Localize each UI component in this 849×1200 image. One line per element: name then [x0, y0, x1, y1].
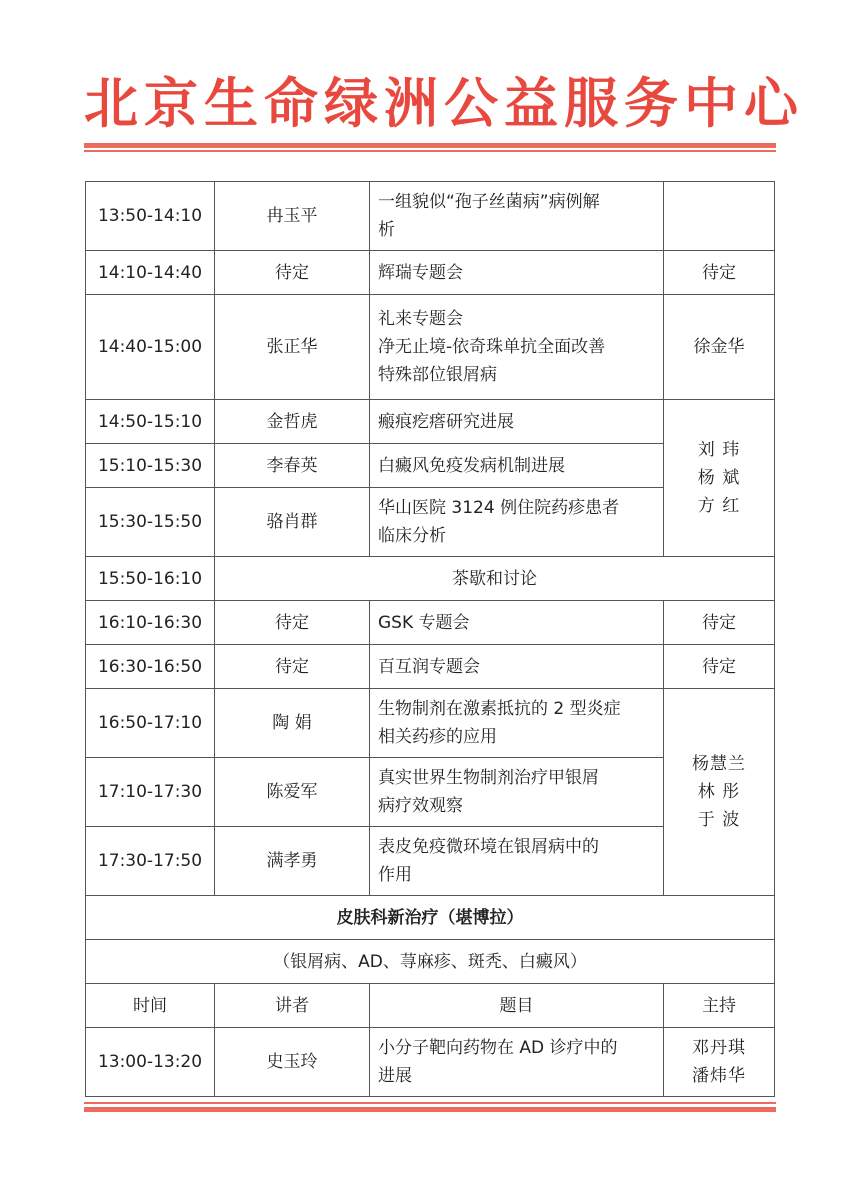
topic-cell: [370, 251, 664, 295]
topic-line: 百互润专题会: [378, 656, 480, 677]
topic-cell: [370, 1028, 664, 1097]
speaker-cell: 骆肖群: [215, 488, 370, 557]
speaker-cell: 待定: [215, 601, 370, 645]
host-name: 于 波: [697, 810, 741, 830]
table-row: [86, 645, 775, 689]
speaker-cell: 陈爱军: [215, 758, 370, 827]
speaker-cell: 冉玉平: [215, 182, 370, 251]
topic-cell: [370, 758, 664, 827]
table-row: [86, 689, 775, 758]
topic-line: 瘢痕疙瘩研究进展: [378, 411, 514, 432]
topic-line: 生物制剂在激素抵抗的 2 型炎症: [378, 699, 621, 719]
host-name: 潘炜华: [692, 1066, 746, 1086]
break-cell: 茶歇和讨论: [215, 557, 775, 601]
topic-cell: [370, 400, 664, 444]
section-title: 皮肤科新治疗（堪博拉）: [86, 896, 775, 940]
footer-rule-thin: [84, 1102, 776, 1104]
host-cell: [664, 182, 775, 251]
time-cell: 15:10-15:30: [86, 444, 215, 488]
topic-line: GSK 专题会: [378, 612, 470, 633]
topic-line: 华山医院 3124 例住院药疹患者: [378, 498, 620, 518]
host-name: 杨慧兰: [692, 754, 746, 774]
time-cell: 17:10-17:30: [86, 758, 215, 827]
time-cell: 16:10-16:30: [86, 601, 215, 645]
time-cell: 14:40-15:00: [86, 295, 215, 400]
topic-line: 进展: [378, 1066, 412, 1086]
column-header-topic: 题目: [370, 984, 664, 1028]
table-row-break: [86, 557, 775, 601]
host-cell: 徐金华: [664, 295, 775, 400]
time-cell: 13:50-14:10: [86, 182, 215, 251]
topic-line: 小分子靶向药物在 AD 诊疗中的: [378, 1038, 618, 1058]
time-cell: 14:50-15:10: [86, 400, 215, 444]
host-name: 杨 斌: [697, 468, 741, 488]
host-name: 方 红: [697, 496, 741, 516]
org-letterhead-title: 北京生命绿洲公益服务中心: [84, 71, 804, 135]
speaker-cell: 陶 娟: [215, 689, 370, 758]
column-header-speaker: 讲者: [215, 984, 370, 1028]
time-cell: 16:50-17:10: [86, 689, 215, 758]
topic-line: 析: [378, 220, 395, 240]
table-row: [86, 295, 775, 400]
column-header-time: 时间: [86, 984, 215, 1028]
header-rule-thin: [84, 150, 776, 152]
topic-cell: [370, 182, 664, 251]
time-cell: 14:10-14:40: [86, 251, 215, 295]
topic-line: 真实世界生物制剂治疗甲银屑: [378, 768, 599, 788]
time-cell: 17:30-17:50: [86, 827, 215, 896]
column-header-host: 主持: [664, 984, 775, 1028]
topic-cell: [370, 444, 664, 488]
host-cell: 待定: [664, 645, 775, 689]
header-rule-thick: [84, 143, 776, 148]
table-row: [86, 1028, 775, 1097]
speaker-cell: 金哲虎: [215, 400, 370, 444]
topic-cell: [370, 488, 664, 557]
speaker-cell: 待定: [215, 645, 370, 689]
table-row: [86, 400, 775, 444]
host-group-cell: [664, 400, 775, 557]
topic-line: 一组貌似“孢子丝菌病”病例解: [378, 192, 600, 212]
speaker-cell: 待定: [215, 251, 370, 295]
topic-cell: [370, 827, 664, 896]
topic-line: 白癜风免疫发病机制进展: [378, 455, 565, 476]
host-group-cell: [664, 689, 775, 896]
time-cell: 15:30-15:50: [86, 488, 215, 557]
topic-line: 作用: [378, 865, 412, 885]
section-subtitle: （银屑病、AD、荨麻疹、斑秃、白癜风）: [86, 940, 775, 984]
host-name: 邓丹琪: [692, 1038, 746, 1058]
time-cell: 16:30-16:50: [86, 645, 215, 689]
section-title-row: [86, 896, 775, 940]
host-cell: 待定: [664, 601, 775, 645]
table-row: [86, 601, 775, 645]
topic-line: 病疗效观察: [378, 796, 463, 816]
topic-line: 辉瑞专题会: [378, 262, 463, 283]
schedule-table: [85, 181, 775, 1097]
time-cell: 15:50-16:10: [86, 557, 215, 601]
topic-cell: [370, 689, 664, 758]
host-cell: [664, 1028, 775, 1097]
topic-line: 礼来专题会: [378, 309, 463, 329]
host-name: 刘 玮: [697, 440, 741, 460]
topic-cell: [370, 645, 664, 689]
footer-rule-thick: [84, 1107, 776, 1112]
speaker-cell: 满孝勇: [215, 827, 370, 896]
table-row: [86, 182, 775, 251]
topic-cell: [370, 601, 664, 645]
host-cell: 待定: [664, 251, 775, 295]
topic-line: 表皮免疫微环境在银屑病中的: [378, 837, 599, 857]
speaker-cell: 李春英: [215, 444, 370, 488]
time-cell: 13:00-13:20: [86, 1028, 215, 1097]
section-subtitle-row: [86, 940, 775, 984]
topic-line: 特殊部位银屑病: [378, 365, 497, 385]
speaker-cell: 史玉玲: [215, 1028, 370, 1097]
topic-line: 相关药疹的应用: [378, 727, 497, 747]
topic-line: 临床分析: [378, 526, 446, 546]
host-name: 林 彤: [697, 782, 741, 802]
topic-cell: [370, 295, 664, 400]
table-row: [86, 251, 775, 295]
topic-line: 净无止境-依奇珠单抗全面改善: [378, 337, 606, 357]
speaker-cell: 张正华: [215, 295, 370, 400]
column-header-row: [86, 984, 775, 1028]
